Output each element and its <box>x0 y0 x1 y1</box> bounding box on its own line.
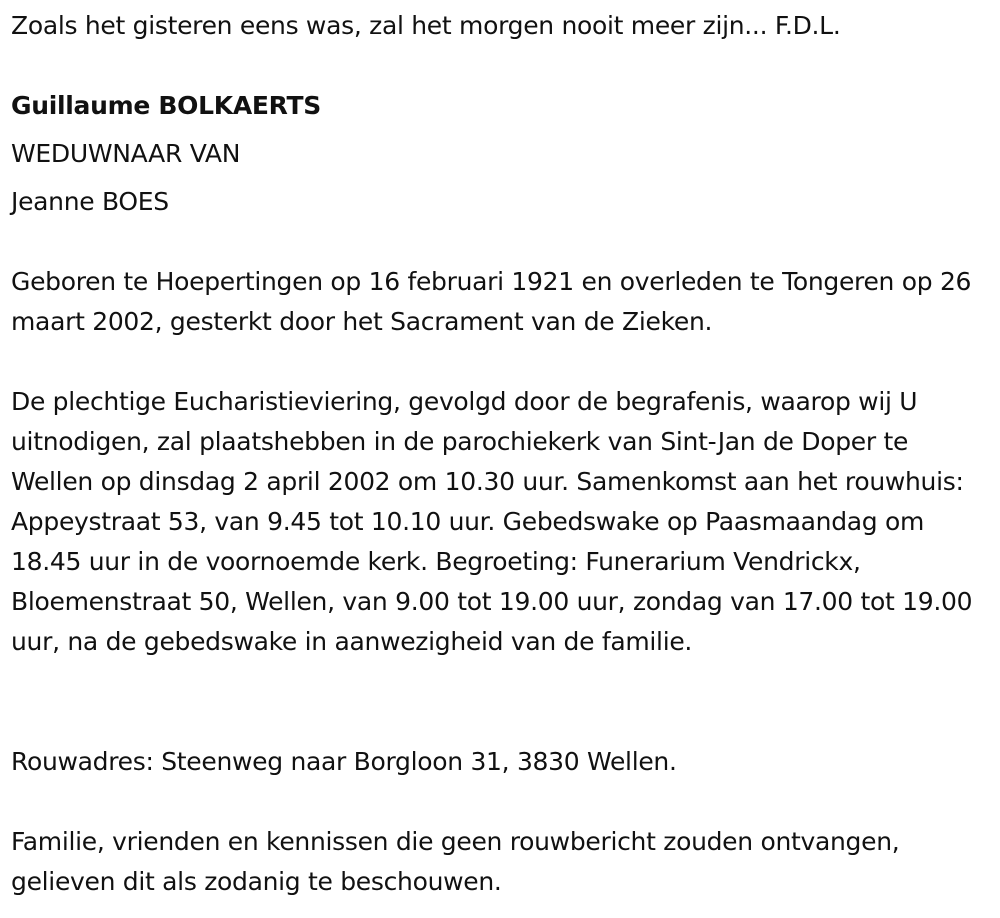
ceremony-paragraph: De plechtige Eucharistieviering, gevolgd door de begrafenis, waarop wij U uitnodigen, zal plaatshebben in de parochiekerk van Sint-Jan de Doper te Wellen op dinsdag 2 april 2002 om 10.30 uur. Samenkomst aan het rouwhuis: Appeystraat 53, van 9.45 tot 10.10 uur. Gebedswake op Paasmaandag om 18.45 uur in de voornoemde kerk. Begroeting: Funerarium Vendrickx, Bloemenstraat 50, Wellen, van 9.00 tot 19.00 uur, zondag van 17.00 tot 19.00 uur, na de gebedswake in aanwezigheid van de familie. <box>11 387 973 656</box>
spouse-name: Jeanne BOES <box>11 187 169 216</box>
relation-label: WEDUWNAAR VAN <box>11 139 241 168</box>
address-paragraph: Rouwadres: Steenweg naar Borgloon 31, 3830 Wellen. <box>11 747 677 776</box>
closing-paragraph: Familie, vrienden en kennissen die geen rouwbericht zouden ontvangen, gelieven dit als zodanig te beschouwen. <box>11 827 900 896</box>
motto: Zoals het gisteren eens was, zal het morgen nooit meer zijn... F.D.L. <box>11 11 841 40</box>
deceased-name: Guillaume BOLKAERTS <box>11 91 321 120</box>
birth-death-paragraph: Geboren te Hoepertingen op 16 februari 1921 en overleden te Tongeren op 26 maart 2002, gesterkt door het Sacrament van de Zieken. <box>11 267 972 336</box>
